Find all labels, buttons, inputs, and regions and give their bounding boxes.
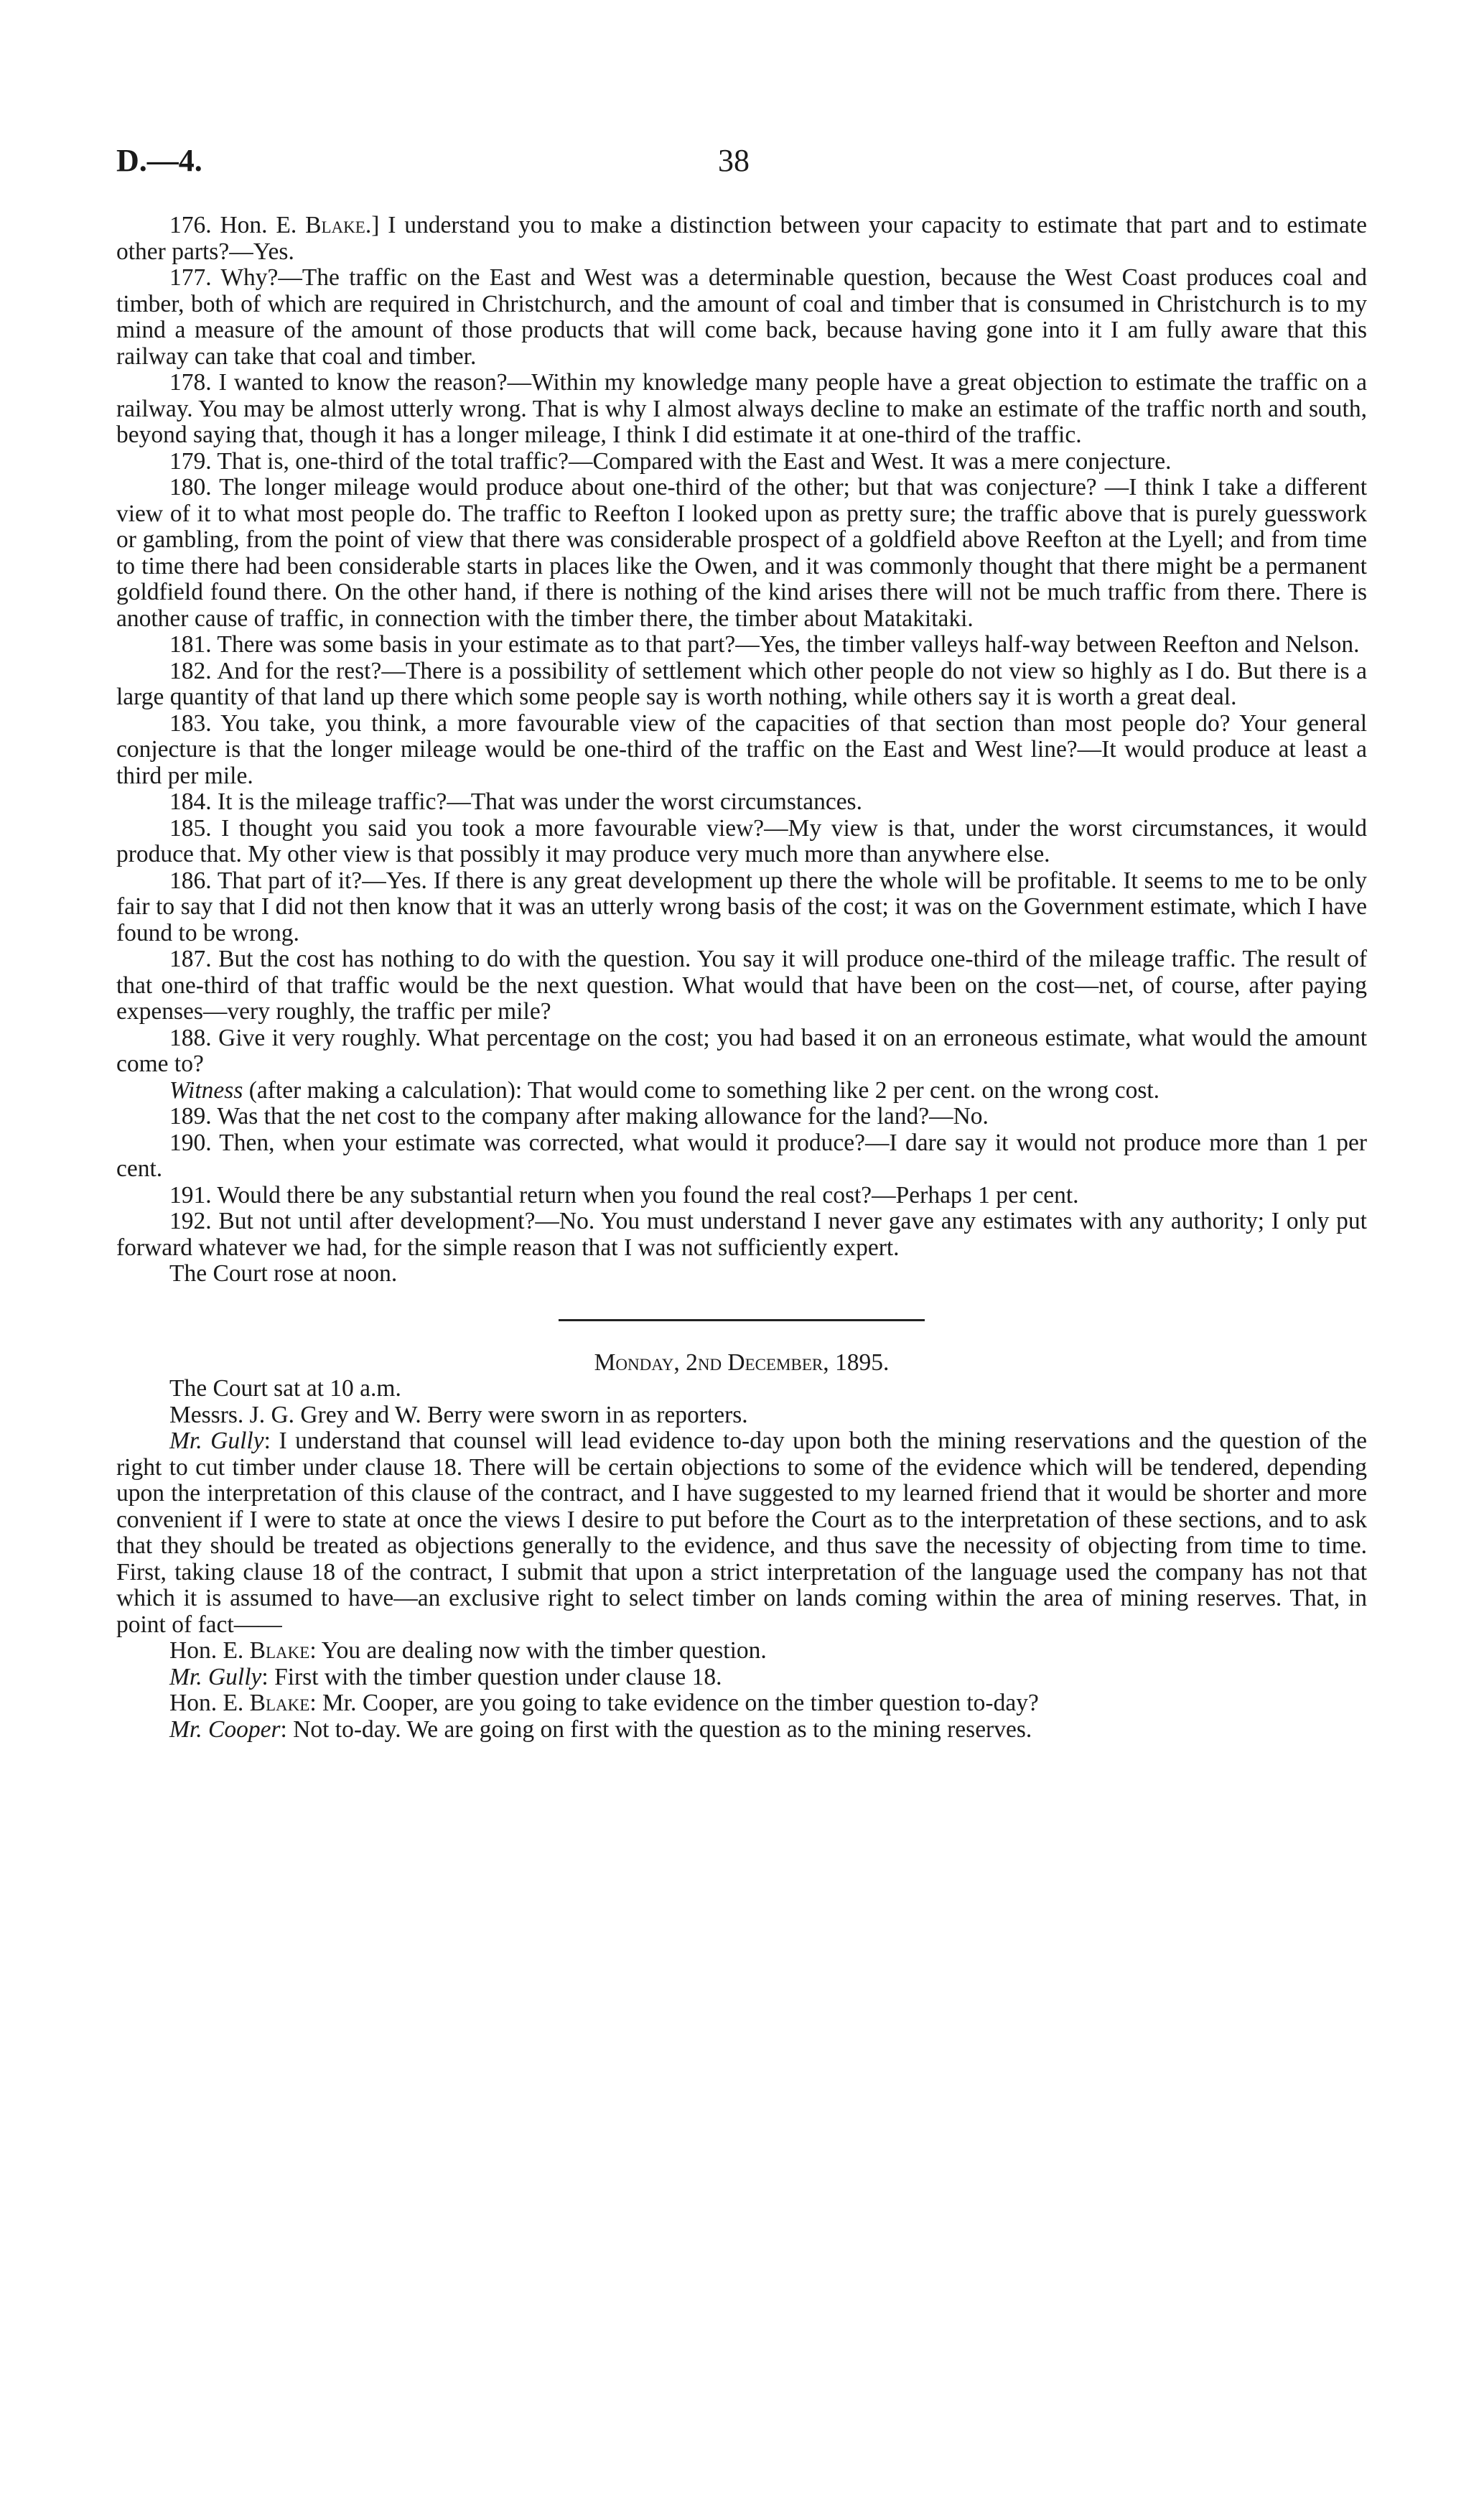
speaker-title: Hon. E.	[169, 1637, 250, 1664]
paragraph	[116, 1638, 1367, 1664]
paragraph	[116, 1717, 1367, 1743]
section-divider	[559, 1319, 925, 1321]
paragraph	[116, 632, 1367, 658]
paragraph-text: The Court rose at noon.	[169, 1260, 398, 1287]
paragraph-text: 182. And for the rest?—There is a possibility of settlement which other people do not view so highly as I do. But there is a large quantity of that land up there which some people say is worth nothing, while others say it is worth a great deal.	[116, 657, 1367, 710]
paragraph	[116, 475, 1367, 632]
paragraph	[116, 1209, 1367, 1261]
paragraph-text: 192. But not until after development?—No. You must understand I never gave any estimates with any authority; I only put forward whatever we had, for the simple reason that I was not sufficiently expert.	[116, 1208, 1367, 1261]
speaker-title: 176. Hon. E.	[169, 212, 306, 238]
paragraph-text: 191. Would there be any substantial return when you found the real cost?—Perhaps 1 per cent.	[169, 1181, 1079, 1209]
paragraph	[116, 658, 1367, 711]
speaker-name: Mr. Cooper	[169, 1715, 281, 1743]
paragraph	[116, 1428, 1367, 1638]
speaker-surname: Blake	[249, 1690, 310, 1716]
paragraph-text: 185. I thought you said you took a more favourable view?—My view is that, under the worst circumstances, it would produce that. My other view is that possibly it may produce very much more than anywhere else.	[116, 814, 1367, 867]
paragraph	[116, 1690, 1367, 1717]
paragraph	[116, 816, 1367, 868]
speaker-name: Mr. Gully	[169, 1428, 264, 1454]
paragraph	[116, 1104, 1367, 1130]
evidence-section	[116, 213, 1367, 1288]
paragraph-text: 186. That part of it?—Yes. If there is any great development up there the whole will be profitable. It seems to me to be only fair to say that I did not then know that it was an utterly wrong basis of the cost; it was on the Government estimate, which I have found to be wrong.	[116, 867, 1367, 946]
paragraph	[116, 1261, 1367, 1288]
speaker-name: Witness	[169, 1076, 243, 1104]
paragraph-text: 187. But the cost has nothing to do with the question. You say it will produce one-third of the mileage traffic. The result of that one-third of that traffic would be the next question. What would that have been on the cost—net, of course, after paying expenses—very roughly, the traffic per mile?	[116, 946, 1367, 1025]
date-heading: Monday, 2nd December, 1895.	[594, 1349, 890, 1376]
paragraph-text: : I understand that counsel will lead evidence to-day upon both the mining reservations and the question of the right to cut timber under clause 18. There will be certain objections to some of the evidence which will be tendered, depending upon the interpretation of this clause of the contract, and I have suggested to my learned friend that it would be shorter and more convenient if I were to state at once the views I desire to put before the Court as to the interpretation of these sections, and to ask that they should be treated as objections generally to the evidence, and thus save the necessity of objecting from time to time. First, taking clause 18 of the contract, I submit that upon a strict interpretation of the language used the company has not that which it is assumed to have—an exclusive right to select timber on lands coming within the area of mining reserves. That, in point of fact——	[116, 1428, 1368, 1638]
paragraph	[116, 370, 1367, 449]
paragraph	[116, 946, 1367, 1025]
body-text	[116, 213, 1367, 1743]
paragraph-text: : First with the timber question under clause 18.	[261, 1663, 722, 1690]
paragraph	[116, 711, 1367, 790]
paragraph-text: 180. The longer mileage would produce about one-third of the other; but that was conjecture? —I think I take a different view of it to what most people do. The traffic to Reefton I looked upon as pretty sure; the traffic above that is purely guesswork or gambling, from the point of view that there was considerable prospect of a goldfield above Reefton at the Lyell; and from time to time there had been considerable starts in places like the Owen, and it was commonly thought that there might be a permanent goldfield found there. On the other hand, if there is nothing of the kind arises there will not be much traffic from there. There is another cause of traffic, in connection with the timber there, the timber about Matakitaki.	[116, 474, 1367, 632]
paragraph-text: : Mr. Cooper, are you going to take evidence on the timber question to-day?	[309, 1690, 1039, 1716]
paragraph	[116, 213, 1367, 265]
paragraph	[116, 1402, 1367, 1429]
document-reference: D.—4.	[116, 143, 202, 178]
speaker-surname: Blake	[249, 1637, 310, 1664]
proceedings-section	[116, 1376, 1367, 1743]
paragraph	[116, 1025, 1367, 1078]
paragraph	[116, 1130, 1367, 1183]
paragraph-text: 184. It is the mileage traffic?—That was under the worst circumstances.	[169, 788, 862, 815]
paragraph	[116, 1664, 1367, 1691]
paragraph-text: (after making a calculation): That would come to something like 2 per cent. on the wrong cost.	[243, 1076, 1160, 1104]
paragraph-text: 177. Why?—The traffic on the East and West was a determinable question, because the West Coast produces coal and timber, both of which are required in Christchurch, and the amount of coal and timber that is consumed in Christchurch is to my mind a measure of the amount of those products that will come back, because having gone into it I am fully aware that this railway can take that coal and timber.	[116, 264, 1367, 370]
paragraph	[116, 1078, 1367, 1104]
paragraph	[116, 789, 1367, 816]
paragraph	[116, 1376, 1367, 1402]
paragraph	[116, 1183, 1367, 1209]
paragraph	[116, 265, 1367, 370]
speaker-surname: Blake	[305, 212, 365, 238]
speaker-title: Hon. E.	[169, 1690, 250, 1716]
paragraph-text: 190. Then, when your estimate was corrected, what would it produce?—I dare say it would not produce more than 1 per cent.	[116, 1129, 1367, 1182]
paragraph-text: : Not to-day. We are going on first with the question as to the mining reserves.	[280, 1715, 1032, 1743]
page-number: 38	[718, 143, 750, 178]
paragraph-text: 183. You take, you think, a more favourable view of the capacities of that section than most people do? Your general conjecture is that the longer mileage would be one-third of the traffic on the East and West line?—It would produce at least a third per mile.	[116, 709, 1367, 789]
paragraph-text: Messrs. J. G. Grey and W. Berry were sworn in as reporters.	[169, 1401, 748, 1428]
paragraph-text: 181. There was some basis in your estimate as to that part?—Yes, the timber valleys half-way between Reefton and Nelson.	[169, 631, 1360, 658]
page-header	[116, 142, 1367, 185]
paragraph-text: 178. I wanted to know the reason?—Within my knowledge many people have a great objection to estimate the traffic on a railway. You may be almost utterly wrong. That is why I almost always decline to make an estimate of the traffic north and south, beyond saying that, though it has a longer mileage, I think I did estimate it at one-third of the traffic.	[116, 369, 1367, 448]
paragraph-text: .] I understand you to make a distinction between your capacity to estimate that part and to estimate other parts?—Yes.	[116, 212, 1368, 265]
paragraph-text: The Court sat at 10 a.m.	[169, 1375, 401, 1402]
speaker-name: Mr. Gully	[169, 1663, 262, 1690]
paragraph-text: 179. That is, one-third of the total traffic?—Compared with the East and West. It was a mere conjecture.	[169, 447, 1172, 475]
paragraph-text: : You are dealing now with the timber question.	[309, 1637, 767, 1664]
paragraph	[116, 868, 1367, 947]
paragraph-text: 189. Was that the net cost to the company after making allowance for the land?—No.	[169, 1103, 989, 1130]
paragraph-text: 188. Give it very roughly. What percentage on the cost; you had based it on an erroneous estimate, what would the amount come to?	[116, 1024, 1367, 1077]
paragraph	[116, 449, 1367, 475]
